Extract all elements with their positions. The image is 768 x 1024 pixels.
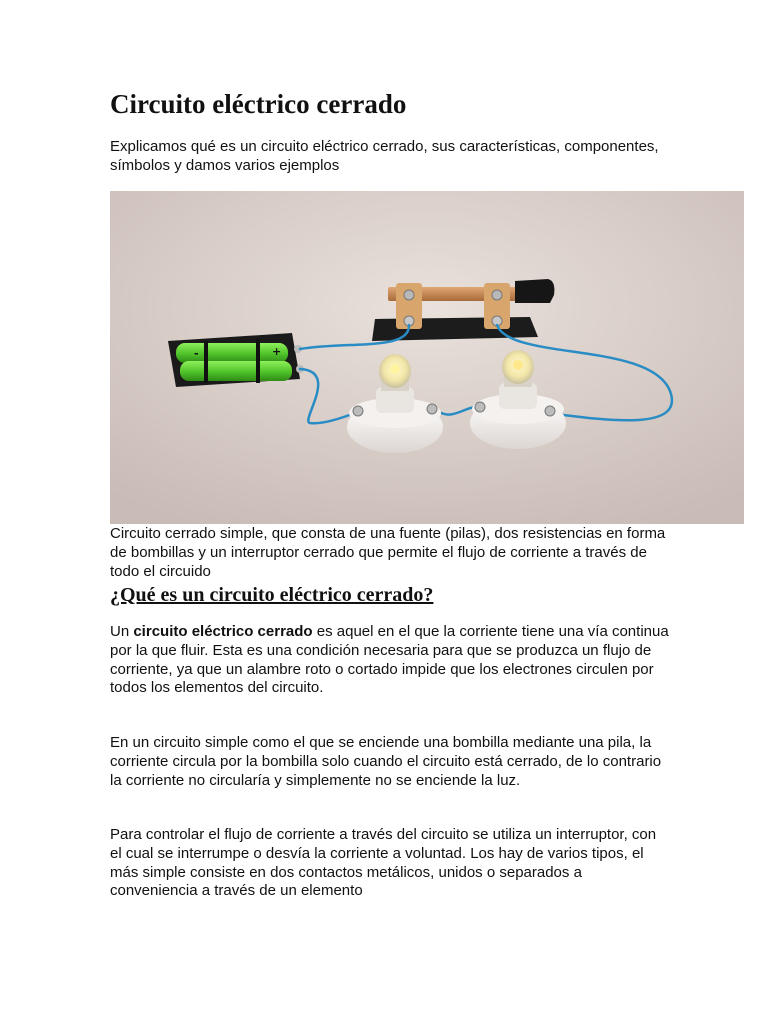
page-title: Circuito eléctrico cerrado xyxy=(110,89,407,119)
battery-minus-sign: - xyxy=(194,347,199,360)
paragraph-1-bold: circuito eléctrico cerrado xyxy=(133,623,313,640)
battery-plus-sign: + xyxy=(272,345,282,358)
circuit-image xyxy=(110,191,744,524)
paragraph-3: Para controlar el flujo de corriente a través del circuito se utiliza un interruptor, con el cual se interrumpe o desvía la corriente a voluntad. Los hay de varios tipos, el más simple consiste en dos contactos metálicos, unidos o separados a conveniencia a través de un elemento xyxy=(110,826,657,900)
paragraph-1-rest: es aquel en el que la corriente tiene una vía continua por la que fluir. Esta es una condición necesaria para que se produzca un flujo de corriente, ya que un alambre roto o cortado impide que los electrones circulen por todos los elementos del circuito. xyxy=(110,623,669,697)
image-caption: Circuito cerrado simple, que consta de una fuente (pilas), dos resistencias en forma de bombillas y un interruptor cerrado que permite el flujo de corriente a través de todo el circuido xyxy=(110,525,666,580)
battery-pack xyxy=(168,333,304,387)
paragraph-1 xyxy=(110,623,670,698)
paragraph-1-start: Un xyxy=(110,623,134,640)
intro-text: Explicamos qué es un circuito eléctrico cerrado, sus características, componentes, símbolos y damos varios ejemplos xyxy=(110,138,659,174)
paragraph-2: En un circuito simple como el que se enciende una bombilla mediante una pila, la corriente circula por la bombilla solo cuando el circuito está cerrado, de lo contrario la corriente no circularía y simplemente no se enciende la luz. xyxy=(110,734,662,789)
section-heading: ¿Qué es un circuito eléctrico cerrado? xyxy=(110,584,434,606)
